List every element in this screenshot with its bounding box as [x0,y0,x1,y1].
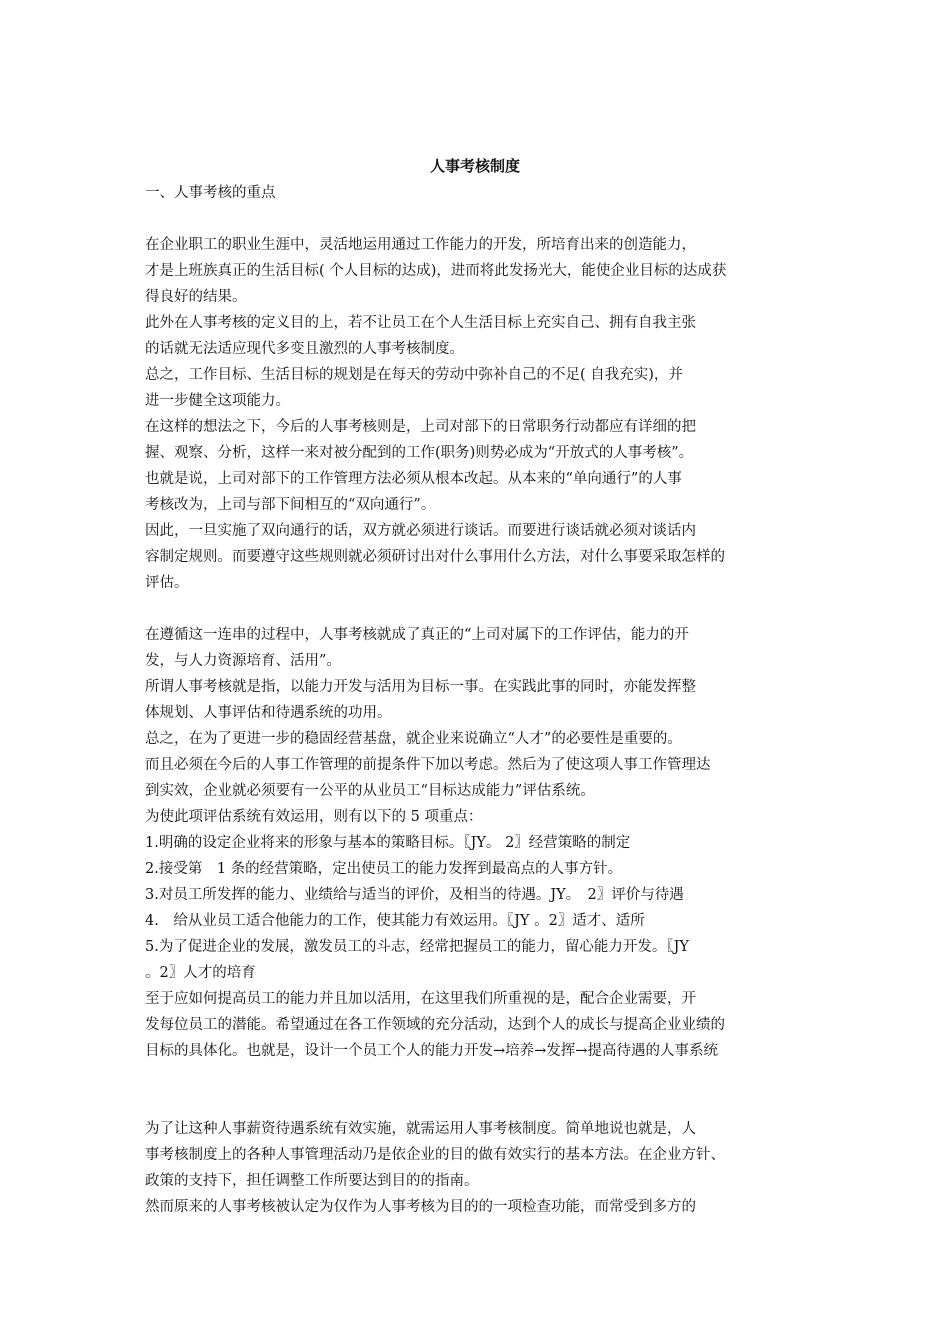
text-line: 为使此项评估系统有效运用，则有以下的 5 项重点： [145,809,483,825]
text-line: 进一步健全这项能力。 [145,393,290,409]
text-line: 政策的支持下，担任调整工作所要达到目的的指南。 [145,1173,479,1189]
text-line: 握、观察、分析，这样一来对被分配到的工作(职务)则势必成为“开放式的人事考核”。 [145,445,694,461]
text-line: 发，与人力资源培育、活用”。 [145,653,341,669]
text-line: 体规划、人事评估和待遇系统的功用。 [145,705,392,721]
text-line: 总之，在为了更进一步的稳固经营基盘，就企业来说确立“人才”的必要性是重要的。 [145,731,682,747]
text-line: 因此，一旦实施了双向通行的话，双方就必须进行谈话。而要进行谈话就必须对谈话内 [145,523,696,539]
text-line: 然而原来的人事考核被认定为仅作为人事考核为目的的一项检查功能，而常受到多方的 [145,1199,696,1215]
section-heading: 一、人事考核的重点 [145,185,276,201]
document-body [145,180,815,1220]
blank-line [145,1090,815,1116]
text-line: 在企业职工的职业生涯中，灵活地运用通过工作能力的开发，所培育出来的创造能力， [145,237,696,253]
text-line: 所谓人事考核就是指，以能力开发与活用为目标一事。在实践此事的同时，亦能发挥整 [145,679,696,695]
text-line: 2.接受第 1 条的经营策略，定出使员工的能力发挥到最高点的人事方针。 [145,861,623,877]
text-line: 1.明确的设定企业将来的形象与基本的策略目标。〖JY。 2〗经营策略的制定 [145,835,631,851]
text-line: 。2〗人才的培育 [145,965,256,981]
text-line: 4. 给从业员工适合他能力的工作，使其能力有效运用。〖JY 。2〗适才、适所 [145,913,645,929]
text-line: 5.为了促进企业的发展，激发员工的斗志，经常把握员工的能力，留心能力开发。〖JY [145,939,689,955]
text-line: 3.对员工所发挥的能力、业绩给与适当的评价，及相当的待遇。JY。 2〗评价与待遇 [145,887,684,903]
text-line: 得良好的结果。 [145,289,247,305]
text-line: 才是上班族真正的生活目标( 个人目标的达成)，进而将此发扬光大，能使企业目标的达成获 [145,263,727,279]
text-line: 也就是说，上司对部下的工作管理方法必须从根本改起。从本来的“单向通行”的人事 [145,471,682,487]
text-line: 目标的具体化。也就是，设计一个员工个人的能力开发→培养→发挥→提高待遇的人事系统 [145,1043,718,1059]
text-line: 考核改为，上司与部下间相互的“双向通行”。 [145,497,436,513]
text-line: 容制定规则。而要遵守这些规则就必须研讨出对什么事用什么方法，对什么事要采取怎样的 [145,549,725,565]
text-line: 到实效，企业就必须要有一公平的从业员工“目标达成能力”评估系统。 [145,783,595,799]
text-line: 发每位员工的潜能。希望通过在各工作领域的充分活动，达到个人的成长与提高企业业绩的 [145,1017,725,1033]
text-line: 评估。 [145,575,189,591]
blank-line [145,1064,815,1090]
text-line: 总之，工作目标、生活目标的规划是在每天的劳动中弥补自己的不足( 自我充实)，并 [145,367,683,383]
text-line: 为了让这种人事薪资待遇系统有效实施，就需运用人事考核制度。简单地说也就是，人 [145,1121,696,1137]
text-line: 此外在人事考核的定义目的上，若不让员工在个人生活目标上充实自己、拥有自我主张 [145,315,696,331]
text-line: 事考核制度上的各种人事管理活动乃是依企业的目的做有效实行的基本方法。在企业方针、 [145,1147,725,1163]
text-line: 在遵循这一连串的过程中，人事考核就成了真正的“上司对属下的工作评估，能力的开 [145,627,689,643]
blank-line [145,206,815,232]
blank-line [145,596,815,622]
text-line: 在这样的想法之下，今后的人事考核则是，上司对部下的日常职务行动都应有详细的把 [145,419,696,435]
text-line: 的话就无法适应现代多变且激烈的人事考核制度。 [145,341,464,357]
text-line: 而且必须在今后的人事工作管理的前提条件下加以考虑。然后为了使这项人事工作管理达 [145,757,711,773]
text-line: 至于应如何提高员工的能力并且加以活用，在这里我们所重视的是，配合企业需要，开 [145,991,696,1007]
document-title: 人事考核制度 [429,157,520,175]
